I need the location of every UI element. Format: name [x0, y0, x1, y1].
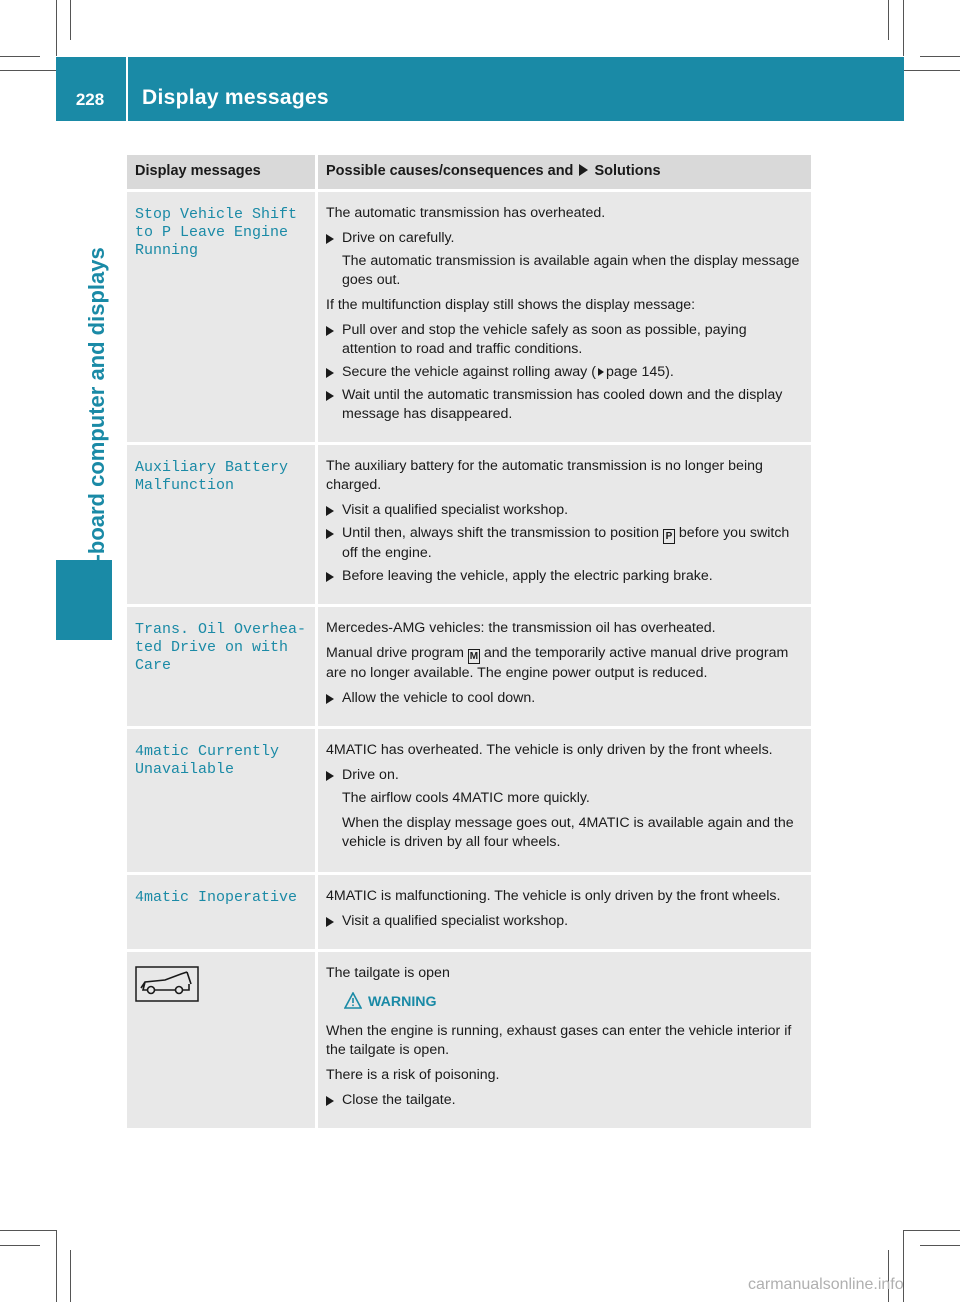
cause-text: Mercedes-AMG vehicles: the transmission oil has overheated.: [326, 620, 716, 636]
step-arrow-icon: [326, 529, 334, 539]
cause-text: 4MATIC is malfunctioning. The vehicle is only driven by the front wheels.: [326, 888, 781, 904]
solution-step: Visit a qualified specialist workshop.: [326, 912, 803, 931]
cause-text: The auxiliary battery for the automatic transmission is no longer being charged.: [326, 458, 763, 493]
step-arrow-icon: [326, 326, 334, 336]
table-row: [127, 949, 811, 1128]
solution-step: Drive on.: [326, 766, 803, 785]
step-arrow-icon: [326, 917, 334, 927]
cause-text: Manual drive program M and the temporarily active manual drive program are no longer available. The engine power output is reduced.: [326, 645, 789, 681]
header-divider: [126, 57, 128, 121]
step-arrow-icon: [326, 694, 334, 704]
solution-step: Close the tailgate.: [326, 1091, 803, 1110]
step-arrow-icon: [326, 234, 334, 244]
col2-header-solutions: Solutions: [594, 163, 661, 179]
solution-arrow-icon: [579, 164, 588, 176]
table-row: [127, 604, 811, 726]
col-causes-solutions: [315, 155, 811, 189]
solution-step: Allow the vehicle to cool down.: [326, 689, 803, 708]
side-tab-label: On-board computer and displays: [84, 247, 109, 592]
step-arrow-icon: [326, 572, 334, 582]
page-number: 228: [75, 90, 105, 109]
solution-step: Secure the vehicle against rolling away ( page 145).: [326, 363, 803, 382]
step-note: The airflow cools 4MATIC more quickly.: [342, 790, 590, 806]
crop-mark: [888, 0, 889, 40]
crop-mark: [903, 0, 904, 56]
cause-text: 4MATIC has overheated. The vehicle is only driven by the front wheels.: [326, 742, 773, 758]
crop-mark: [920, 56, 960, 57]
solution-step: Drive on carefully.: [326, 229, 803, 248]
step-arrow-icon: [326, 391, 334, 401]
cause-text: The tailgate is open: [326, 965, 450, 981]
page-ref-icon: [598, 368, 604, 376]
warning-heading: WARNING: [344, 993, 803, 1012]
solution-step: Before leaving the vehicle, apply the electric parking brake.: [326, 567, 803, 586]
cause-text: If the multifunction display still shows the display message:: [326, 297, 696, 313]
crop-mark: [56, 1230, 57, 1302]
table-header-row: [127, 155, 811, 189]
table-row: [127, 872, 811, 949]
cause-text: The automatic transmission has overheated.: [326, 205, 606, 221]
crop-mark: [904, 1230, 960, 1231]
step-arrow-icon: [326, 771, 334, 781]
solution-step: Wait until the automatic transmission has cooled down and the display message has disappeared.: [326, 386, 803, 424]
crop-mark: [70, 0, 71, 40]
park-position-icon: P: [663, 529, 675, 544]
display-message-code: Auxiliary Battery Malfunction: [135, 459, 289, 494]
step-arrow-icon: [326, 506, 334, 516]
crop-mark: [0, 1230, 56, 1231]
warning-text: When the engine is running, exhaust gases can enter the vehicle interior if the tailgate is open.: [326, 1023, 792, 1058]
table-row: [127, 726, 811, 872]
page-ref-link[interactable]: page 145).: [605, 364, 674, 380]
tailgate-open-icon: [135, 966, 199, 1002]
step-arrow-icon: [326, 368, 334, 378]
page-title: Display messages: [142, 86, 329, 109]
display-message-code: Stop Vehicle Shift to P Leave Engine Running: [135, 206, 298, 259]
warning-triangle-icon: [344, 992, 362, 1009]
solution-step: Pull over and stop the vehicle safely as soon as possible, paying attention to road and traffic conditions.: [326, 321, 803, 359]
table-row: [127, 442, 811, 604]
solution-step: Until then, always shift the transmission to position P before you switch off the engine.: [326, 524, 803, 563]
crop-mark: [0, 1245, 40, 1246]
col2-header-text: Possible causes/consequences and: [326, 163, 574, 179]
warning-text: There is a risk of poisoning.: [326, 1067, 500, 1083]
display-message-code: 4matic Inoperative: [135, 889, 298, 906]
step-note: When the display message goes out, 4MATIC is available again and the vehicle is driven by all four wheels.: [342, 815, 794, 850]
manual-mode-icon: M: [469, 651, 479, 662]
crop-mark: [56, 0, 57, 56]
display-message-code: Trans. Oil Overhea‐ ted Drive on with Care: [135, 621, 307, 674]
watermark: carmanualsonline.info: [748, 1276, 904, 1293]
crop-mark: [0, 56, 40, 57]
step-arrow-icon: [326, 1096, 334, 1106]
crop-mark: [920, 1245, 960, 1246]
col-display-messages: Display messages: [127, 155, 315, 189]
crop-mark: [904, 70, 960, 71]
crop-mark: [0, 70, 56, 71]
display-message-code: 4matic Currently Unavailable: [135, 743, 280, 778]
table-row: [127, 189, 811, 442]
step-note: The automatic transmission is available again when the display message goes out.: [342, 253, 800, 288]
display-messages-table: [127, 155, 811, 1128]
crop-mark: [70, 1250, 71, 1302]
solution-step: Visit a qualified specialist workshop.: [326, 501, 803, 520]
